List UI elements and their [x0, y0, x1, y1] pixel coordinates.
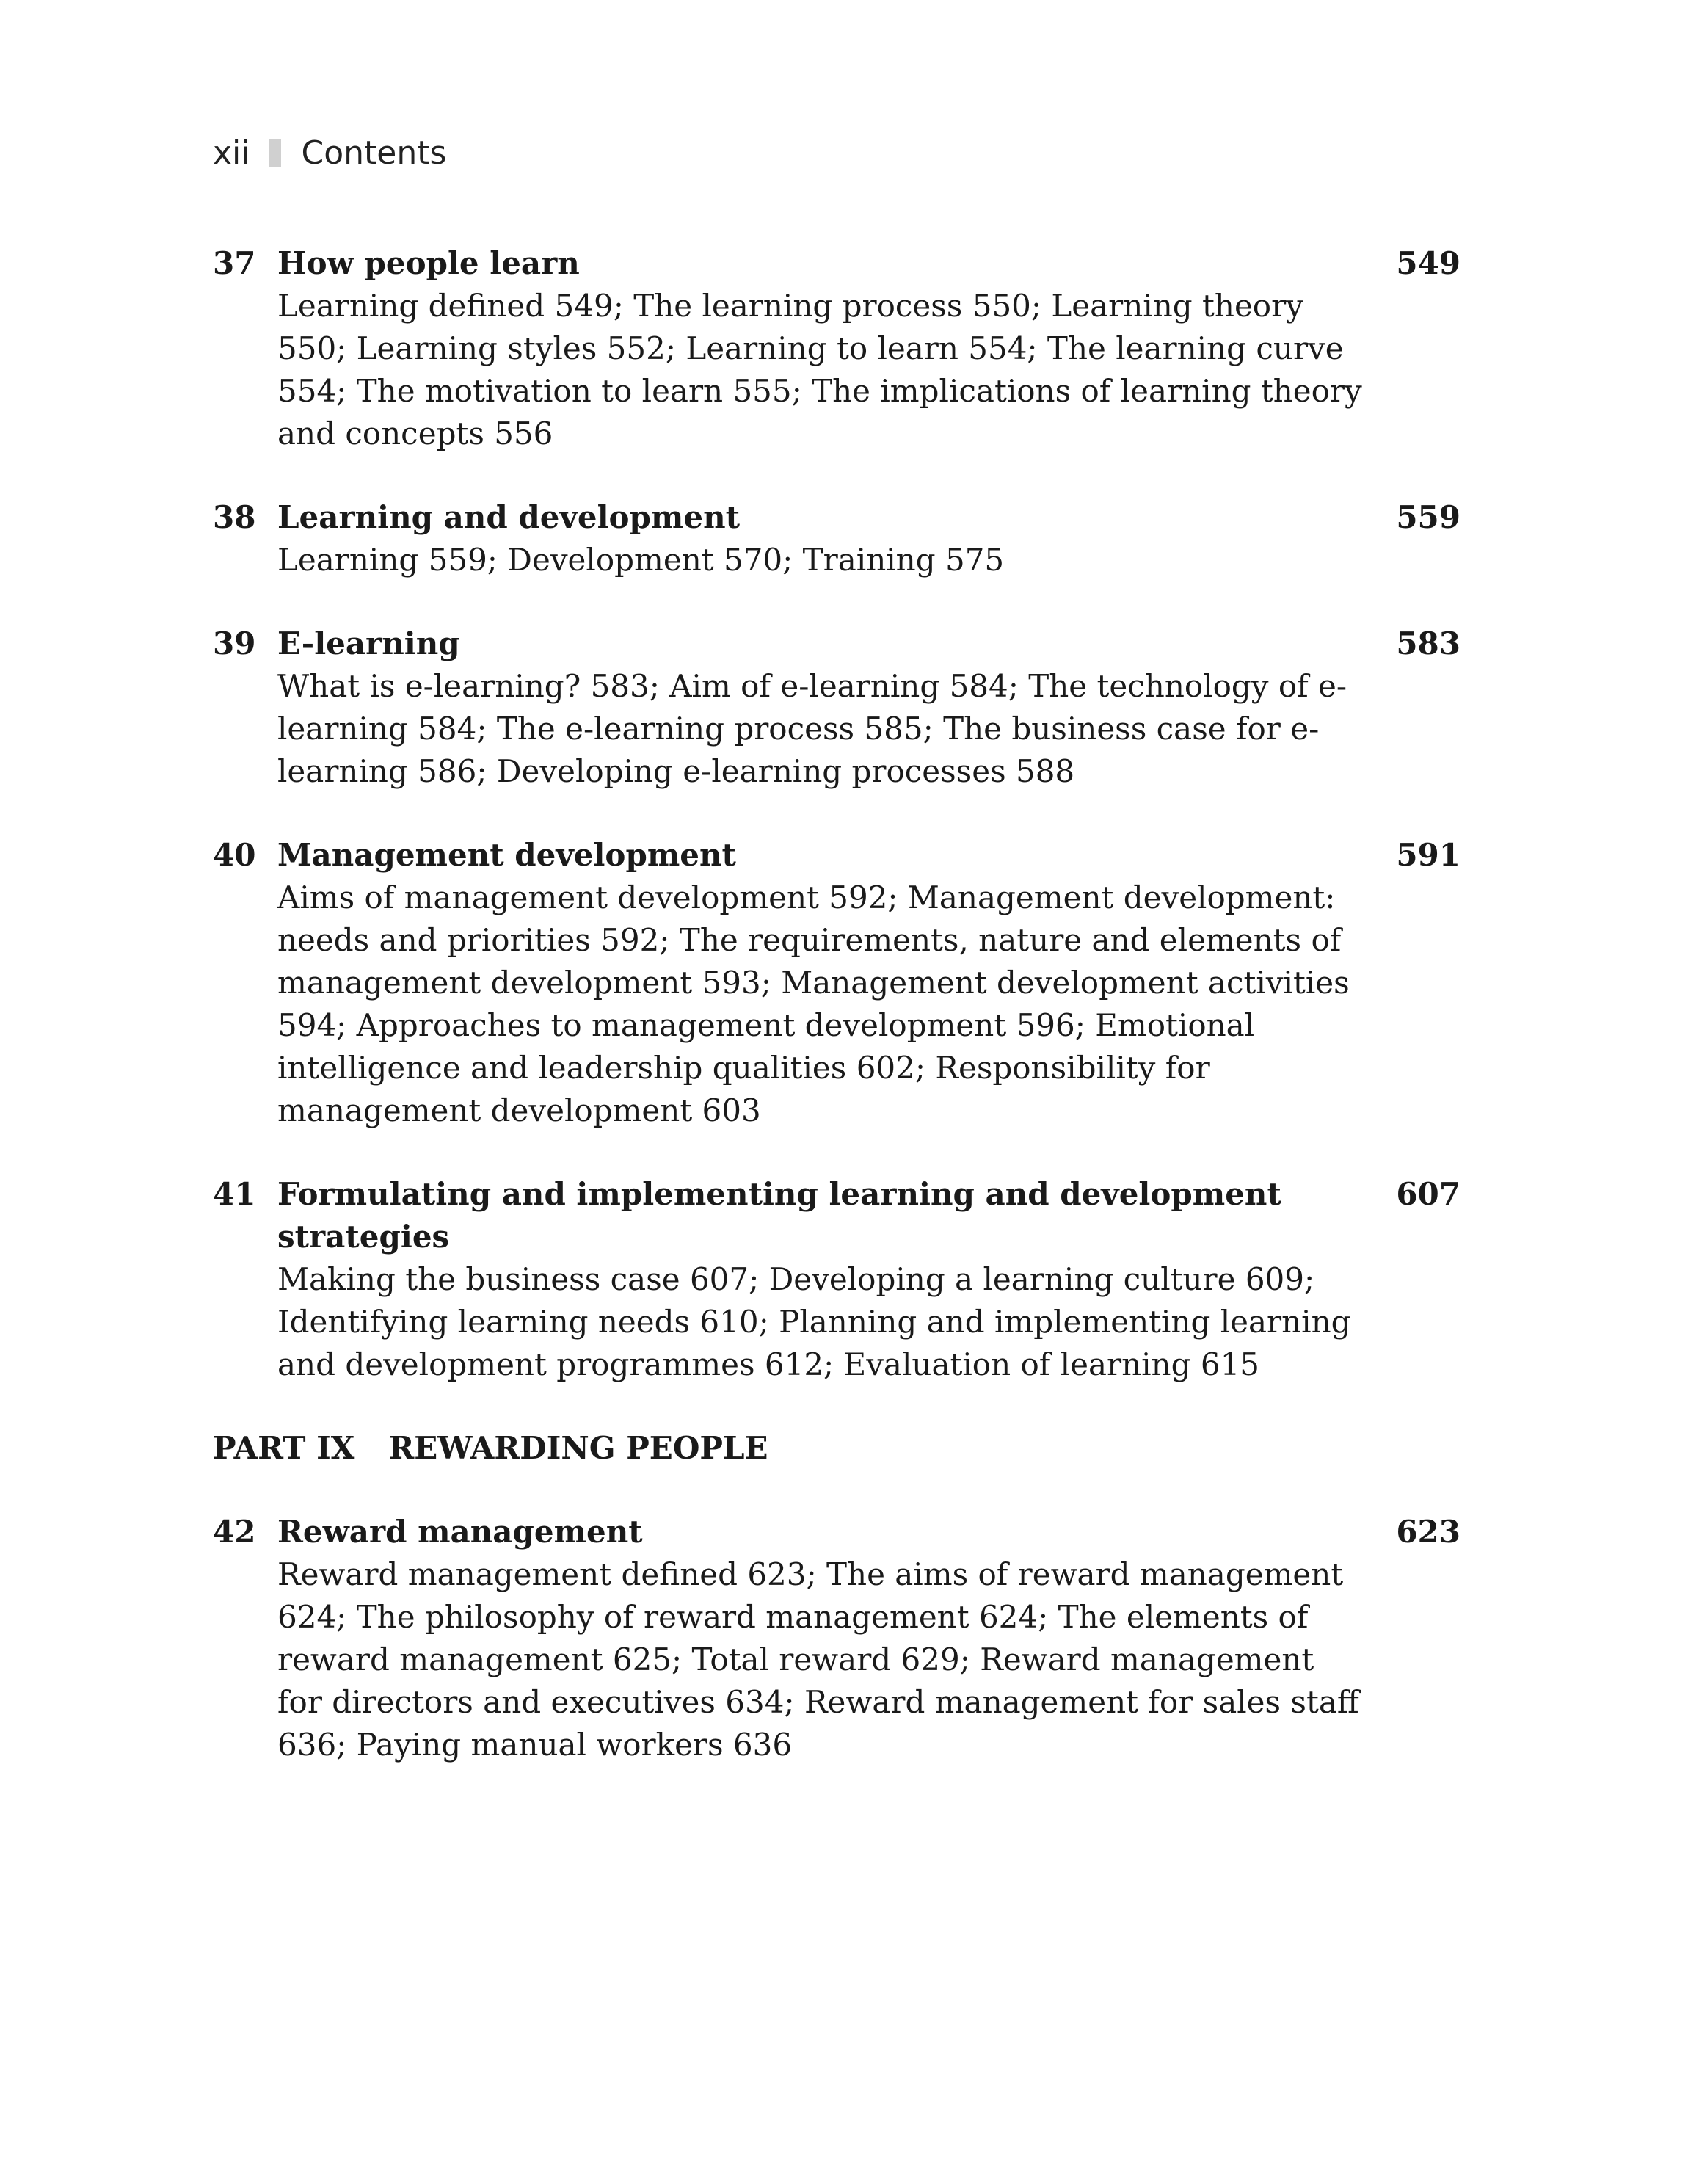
toc-chapter — [213, 496, 1460, 581]
chapter-title: Reward management — [277, 1514, 643, 1550]
chapter-page: 607 — [1396, 1176, 1460, 1212]
chapter-heading-row — [213, 1173, 1460, 1258]
chapter-title: Learning and development — [277, 499, 740, 535]
section-title: Contents — [301, 134, 447, 172]
chapter-topics: Aims of management development 592; Management development: needs and priorities 592; The requirements, nature and elements of management development 593; Management development activities 594; Approaches to management development 596; Emotional intelligence and leadership qualities 602; Responsibility for management development 603 — [277, 879, 1350, 1128]
chapter-heading-row — [213, 1511, 1460, 1553]
chapter-heading-row — [213, 834, 1460, 877]
chapter-topics: Learning defined 549; The learning process 550; Learning theory 550; Learning styles 552; Learning to learn 554; The learning curve 554; The motivation to learn 555; The implications of learning theory and concepts 556 — [277, 288, 1362, 451]
chapter-heading-row — [213, 242, 1460, 285]
chapter-title: E-learning — [277, 625, 460, 661]
chapter-topics: What is e-learning? 583; Aim of e-learning 584; The technology of e-learning 584; The e-learning process 585; The business case for e-learning 586; Developing e-learning processes 588 — [277, 668, 1347, 789]
chapter-page: 559 — [1396, 499, 1460, 535]
chapter-page: 583 — [1396, 625, 1460, 661]
chapter-number: 42 — [213, 1514, 256, 1550]
table-of-contents — [213, 242, 1460, 1807]
part-label: PART IX — [213, 1430, 355, 1466]
running-head — [213, 131, 446, 175]
chapter-heading-row — [213, 623, 1460, 665]
page-number: xii — [213, 134, 250, 172]
chapter-page: 549 — [1396, 245, 1460, 281]
chapter-page: 623 — [1396, 1514, 1460, 1550]
chapter-number: 38 — [213, 499, 256, 535]
part-title: REWARDING PEOPLE — [388, 1430, 768, 1466]
toc-chapter — [213, 834, 1460, 1132]
toc-chapter — [213, 242, 1460, 455]
chapter-title: Formulating and implementing learning and development strategies — [277, 1176, 1281, 1255]
chapter-topics: Making the business case 607; Developing a learning culture 609; Identifying learning needs 610; Planning and implementing learning and development programmes 612; Evaluation of learning 615 — [277, 1261, 1351, 1382]
toc-chapter — [213, 623, 1460, 793]
chapter-number: 39 — [213, 625, 256, 661]
chapter-topics: Reward management defined 623; The aims of reward management 624; The philosophy of reward management 624; The elements of reward management 625; Total reward 629; Reward management for directors and executives 634; Reward management for sales staff 636; Paying manual workers 636 — [277, 1556, 1359, 1763]
chapter-number: 41 — [213, 1176, 256, 1212]
toc-chapter — [213, 1173, 1460, 1386]
chapter-title: How people learn — [277, 245, 580, 281]
chapter-number: 37 — [213, 245, 256, 281]
part-heading — [213, 1427, 1460, 1470]
chapter-title: Management development — [277, 837, 736, 873]
chapter-number: 40 — [213, 837, 256, 873]
chapter-heading-row — [213, 496, 1460, 539]
chapter-topics: Learning 559; Development 570; Training 575 — [277, 542, 1005, 578]
chapter-page: 591 — [1396, 837, 1460, 873]
toc-chapter — [213, 1511, 1460, 1766]
header-divider-bar — [269, 139, 281, 167]
